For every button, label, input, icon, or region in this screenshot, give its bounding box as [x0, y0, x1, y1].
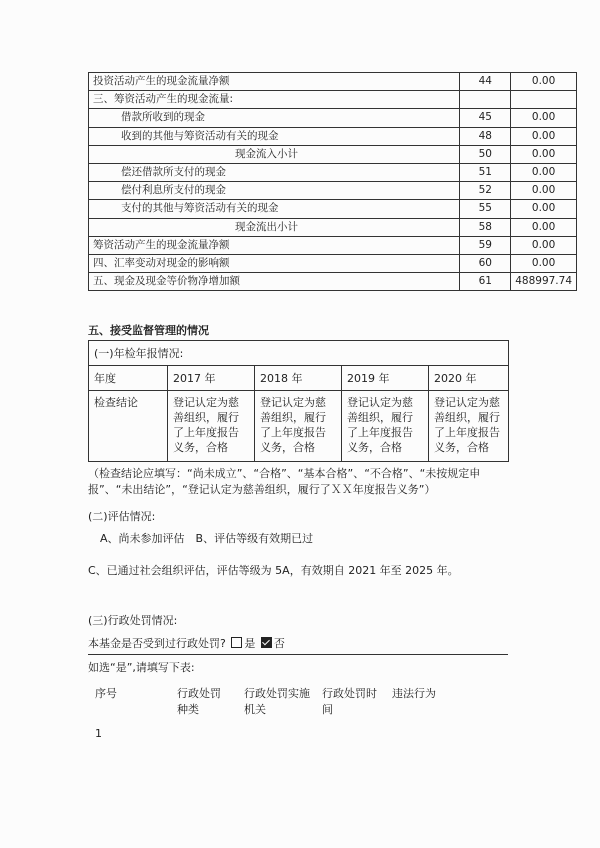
row-amount: 488997.74	[511, 273, 577, 291]
row-item-label: 现金流入小计	[89, 145, 460, 163]
cash-flow-row	[89, 109, 577, 127]
assessment-options: A、尚未参加评估 B、评估等级有效期已过	[100, 532, 314, 545]
cash-flow-row	[89, 236, 577, 254]
row-amount: 0.00	[511, 254, 577, 272]
answer-underline	[88, 654, 508, 655]
row-line-number: 45	[460, 109, 511, 127]
row-line-number: 52	[460, 182, 511, 200]
cash-flow-table	[88, 72, 577, 291]
cash-flow-row	[89, 200, 577, 218]
row-item-label: 偿付利息所支付的现金	[89, 182, 460, 200]
cash-flow-row	[89, 163, 577, 181]
row-label-check-result: 检查结论	[89, 391, 168, 462]
row-line-number: 58	[460, 218, 511, 236]
row-amount: 0.00	[511, 182, 577, 200]
assessment-result: C、已通过社会组织评估，评估等级为 5A，有效期自 2021 年至 2025 年。	[88, 564, 459, 577]
row-item-label: 借款所收到的现金	[89, 109, 460, 127]
row-amount: 0.00	[511, 127, 577, 145]
row-line-number: 51	[460, 163, 511, 181]
row-amount: 0.00	[511, 145, 577, 163]
result-2017: 登记认定为慈善组织，履行了上年度报告义务，合格	[168, 391, 255, 462]
row-amount: 0.00	[511, 218, 577, 236]
row-item-label: 支付的其他与筹资活动有关的现金	[89, 200, 460, 218]
row-item-label: 四、汇率变动对现金的影响额	[89, 254, 460, 272]
row-line-number	[460, 91, 511, 109]
yes-label: 是	[244, 637, 256, 650]
row-line-number: 60	[460, 254, 511, 272]
row-line-number: 59	[460, 236, 511, 254]
header-2019: 2019 年	[342, 366, 429, 391]
col-penalty-authority: 行政处罚实施机关	[244, 687, 310, 716]
cash-flow-row	[89, 73, 577, 91]
cash-flow-row	[89, 218, 577, 236]
annual-check-table	[88, 340, 509, 462]
annual-check-caption: (一)年检年报情况:	[89, 341, 509, 366]
col-penalty-time: 行政处罚时间	[322, 687, 377, 716]
result-2019: 登记认定为慈善组织，履行了上年度报告义务，合格	[342, 391, 429, 462]
penalty-question: 本基金是否受到过行政处罚?	[88, 637, 226, 650]
cash-flow-row	[89, 91, 577, 109]
row-amount: 0.00	[511, 73, 577, 91]
assessment-title: (二)评估情况:	[88, 510, 156, 523]
row-line-number: 55	[460, 200, 511, 218]
penalty-title: (三)行政处罚情况:	[88, 614, 178, 627]
row-line-number: 61	[460, 273, 511, 291]
penalty-question-row	[88, 636, 285, 652]
section-title: 五、接受监督管理的情况	[88, 324, 209, 337]
row-amount	[511, 91, 577, 109]
row-item-label: 筹资活动产生的现金流量净额	[89, 236, 460, 254]
row-amount: 0.00	[511, 236, 577, 254]
cash-flow-row	[89, 145, 577, 163]
header-year: 年度	[89, 366, 168, 391]
cash-flow-row	[89, 127, 577, 145]
cash-flow-row	[89, 182, 577, 200]
result-2018: 登记认定为慈善组织，履行了上年度报告义务，合格	[255, 391, 342, 462]
col-violation: 违法行为	[392, 687, 436, 700]
row-amount: 0.00	[511, 163, 577, 181]
row-amount: 0.00	[511, 109, 577, 127]
no-label: 否	[273, 637, 285, 650]
header-2020: 2020 年	[429, 366, 509, 391]
col-serial: 序号	[95, 687, 117, 700]
annual-check-note: （检查结论应填写：“尚未成立”、“合格”、“基本合格”、“不合格”、“未按规定申报”、“未出结论”，“登记认定为慈善组织，履行了ＸＸ年度报告义务”）	[88, 467, 481, 496]
penalty-row-number: 1	[95, 727, 102, 740]
row-item-label: 投资活动产生的现金流量净额	[89, 73, 460, 91]
penalty-instruction: 如选“是”,请填写下表:	[88, 661, 195, 674]
no-checkbox[interactable]	[261, 637, 272, 648]
yes-checkbox[interactable]	[231, 637, 242, 648]
row-item-label: 现金流出小计	[89, 218, 460, 236]
cash-flow-row	[89, 254, 577, 272]
row-item-label: 五、现金及现金等价物净增加额	[89, 273, 460, 291]
row-line-number: 50	[460, 145, 511, 163]
row-item-label: 三、筹资活动产生的现金流量:	[89, 91, 460, 109]
row-item-label: 收到的其他与筹资活动有关的现金	[89, 127, 460, 145]
row-line-number: 48	[460, 127, 511, 145]
row-line-number: 44	[460, 73, 511, 91]
header-2018: 2018 年	[255, 366, 342, 391]
header-2017: 2017 年	[168, 366, 255, 391]
row-amount: 0.00	[511, 200, 577, 218]
result-2020: 登记认定为慈善组织，履行了上年度报告义务，合格	[429, 391, 509, 462]
row-item-label: 偿还借款所支付的现金	[89, 163, 460, 181]
cash-flow-row	[89, 273, 577, 291]
col-penalty-type: 行政处罚种类	[177, 687, 221, 716]
